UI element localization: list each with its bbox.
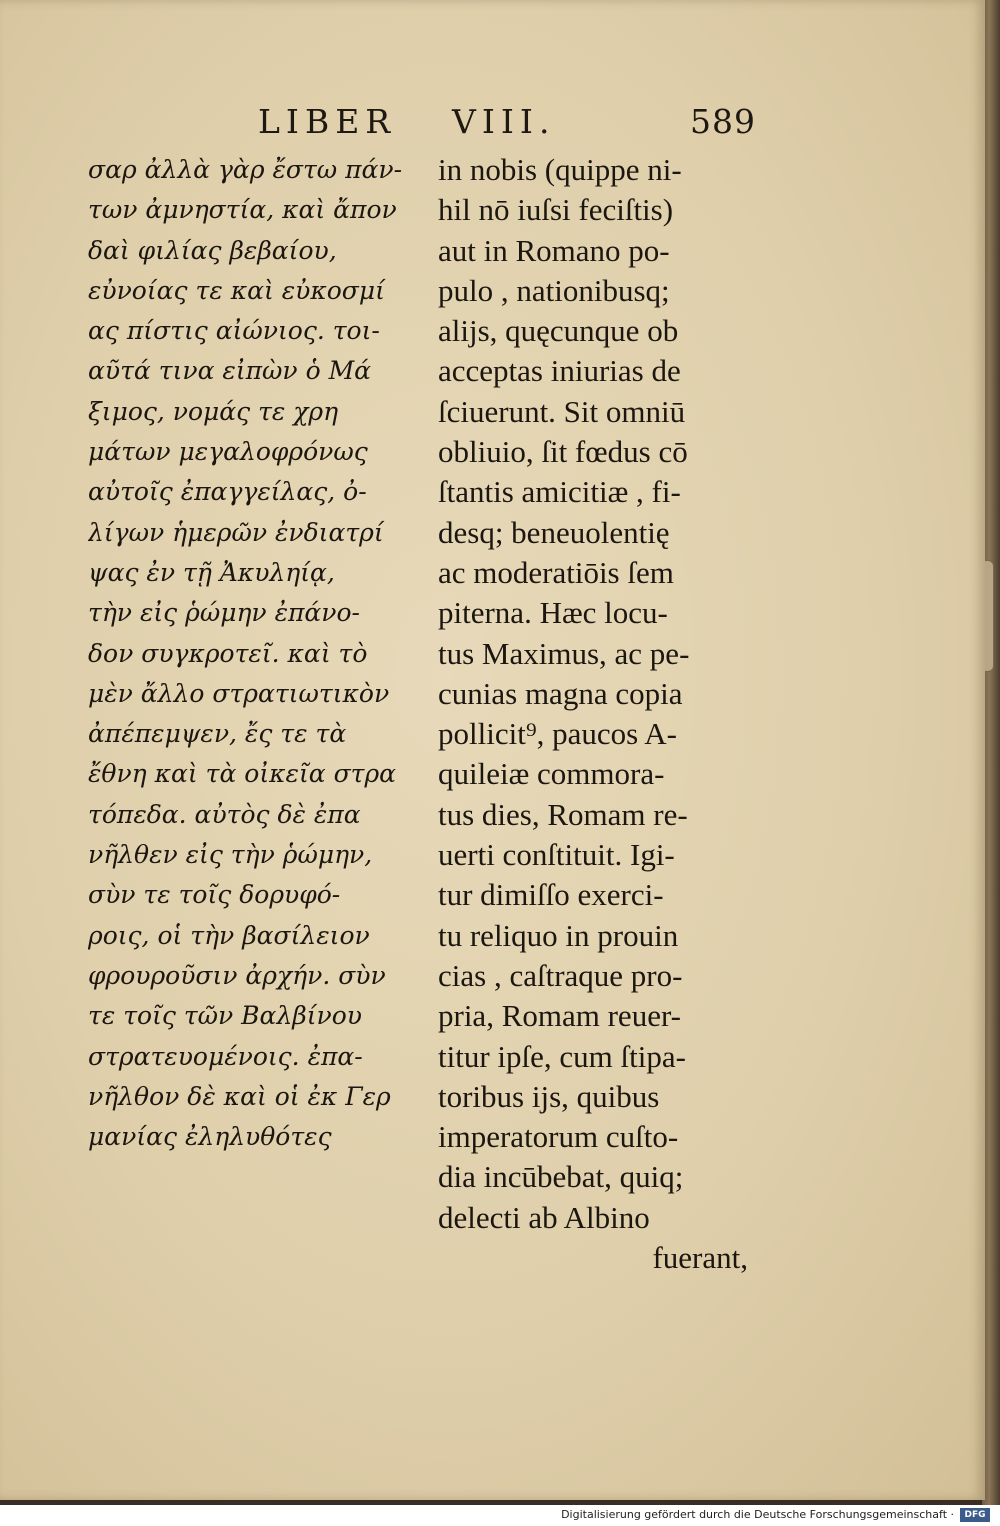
text-line: ſciuerunt. Sit omniū xyxy=(438,393,686,429)
page-number: 589 xyxy=(690,102,756,141)
text-line: in nobis (quippe ni- xyxy=(438,152,682,187)
text-line: τε τοῖς τῶν Βαλβίνου xyxy=(88,1001,362,1031)
text-line: alijs, quęcunque ob xyxy=(438,313,679,349)
text-line: cias , caſtraque pro- xyxy=(438,957,683,993)
text-line: imperatorum cuſto- xyxy=(438,1119,679,1155)
text-line: δαὶ φιλίας βεβαίου, xyxy=(88,235,337,265)
text-line: των ἀμνηστία, καὶ ἄπον xyxy=(88,195,397,225)
digitization-footer xyxy=(0,1505,1000,1526)
text-line: δον συγκροτεῖ. καὶ τὸ xyxy=(88,638,368,668)
text-line: aut in Romano po- xyxy=(438,232,670,268)
text-line: εὐνοίας τε καὶ εὐκοσμί xyxy=(88,275,385,305)
text-line: obliuio, ſit fœdus cō xyxy=(438,434,688,470)
text-line: ψας ἐν τῇ Ἀκυληίᾳ, xyxy=(88,557,335,587)
text-line: ξιμος, νομάς τε χρη xyxy=(88,396,339,426)
text-line: λίγων ἡμερῶν ἐνδιατρί xyxy=(88,517,384,547)
text-line: tus Maximus, ac pe- xyxy=(438,635,690,671)
text-line: στρατευομένοις. ἐπα- xyxy=(88,1041,363,1071)
text-line: piterna. Hæc locu- xyxy=(438,595,668,631)
text-line: pulo , nationibusq; xyxy=(438,272,670,308)
text-line: ἔθνη καὶ τὰ οἰκεῖα στρα xyxy=(88,759,397,789)
text-line: pollicit⁹, paucos A- xyxy=(438,716,677,752)
text-line: acceptas iniurias de xyxy=(438,353,681,389)
text-line: μὲν ἄλλο στρατιωτικὸν xyxy=(88,678,390,708)
text-line: τὴν εἰς ῥώμην ἐπάνο- xyxy=(88,598,360,628)
footer-credit: Digitalisierung gefördert durch die Deutsche Forschungsgemeinschaft · xyxy=(561,1508,954,1521)
text-line: ας πίστις αἰώνιος. τοι- xyxy=(88,316,380,346)
text-line: ροις, οἱ τὴν βασίλειον xyxy=(88,920,370,950)
text-line: tur dimiſſo exerci- xyxy=(438,877,664,913)
text-line: ac moderatiōis ſem xyxy=(438,554,674,590)
text-line: delecti ab Albino xyxy=(438,1199,650,1235)
text-line: hil nō iuſsi feciſtis) xyxy=(438,192,674,228)
header-center: VIII. xyxy=(452,102,556,141)
text-line: ἀπέπεμψεν, ἔς τε τὰ xyxy=(88,719,347,749)
text-line: desq; beneuolentię xyxy=(438,514,670,550)
greek-column xyxy=(88,150,428,1157)
text-line: dia incūbebat, quiq; xyxy=(438,1159,684,1195)
text-line: σὺν τε τοῖς δορυφό- xyxy=(88,880,341,910)
text-line: fuerant, xyxy=(652,1240,748,1276)
latin-column xyxy=(438,150,768,1278)
text-line: uerti conſtituit. Igi- xyxy=(438,837,675,873)
text-line: νῆλθον δὲ καὶ οἱ ἐκ Γερ xyxy=(88,1081,391,1111)
running-header xyxy=(0,102,985,142)
text-line: toribus ijs, quibus xyxy=(438,1078,660,1114)
text-line: tu reliquo in prouin xyxy=(438,917,679,953)
text-line: cunias magna copia xyxy=(438,675,683,711)
text-line: quileiæ commora- xyxy=(438,756,665,792)
text-line: ſtantis amicitiæ , fi- xyxy=(438,474,681,510)
text-line: μάτων μεγαλοφρόνως xyxy=(88,437,368,467)
text-line: pria, Romam reuer- xyxy=(438,998,681,1034)
dfg-logo: DFG xyxy=(960,1508,990,1522)
text-line: μανίας ἐληλυθότες xyxy=(88,1122,332,1152)
text-line: τόπεδα. αὐτὸς δὲ ἐπα xyxy=(88,799,361,829)
text-line: φρουροῦσιν ἀρχήν. σὺν xyxy=(88,960,386,990)
text-line: σαρ ἀλλὰ γὰρ ἔστω πάν- xyxy=(88,155,403,184)
text-line: αῦτά τινα εἰπὼν ὁ Μά xyxy=(88,356,372,386)
text-line: tus dies, Romam re- xyxy=(438,796,688,832)
text-line: αὐτοῖς ἐπαγγείλας, ὀ- xyxy=(88,477,367,507)
text-line: titur ipſe, cum ſtipa- xyxy=(438,1038,686,1074)
header-left: LIBER xyxy=(258,102,397,141)
text-line: νῆλθεν εἰς τὴν ῥώμην, xyxy=(88,840,373,870)
